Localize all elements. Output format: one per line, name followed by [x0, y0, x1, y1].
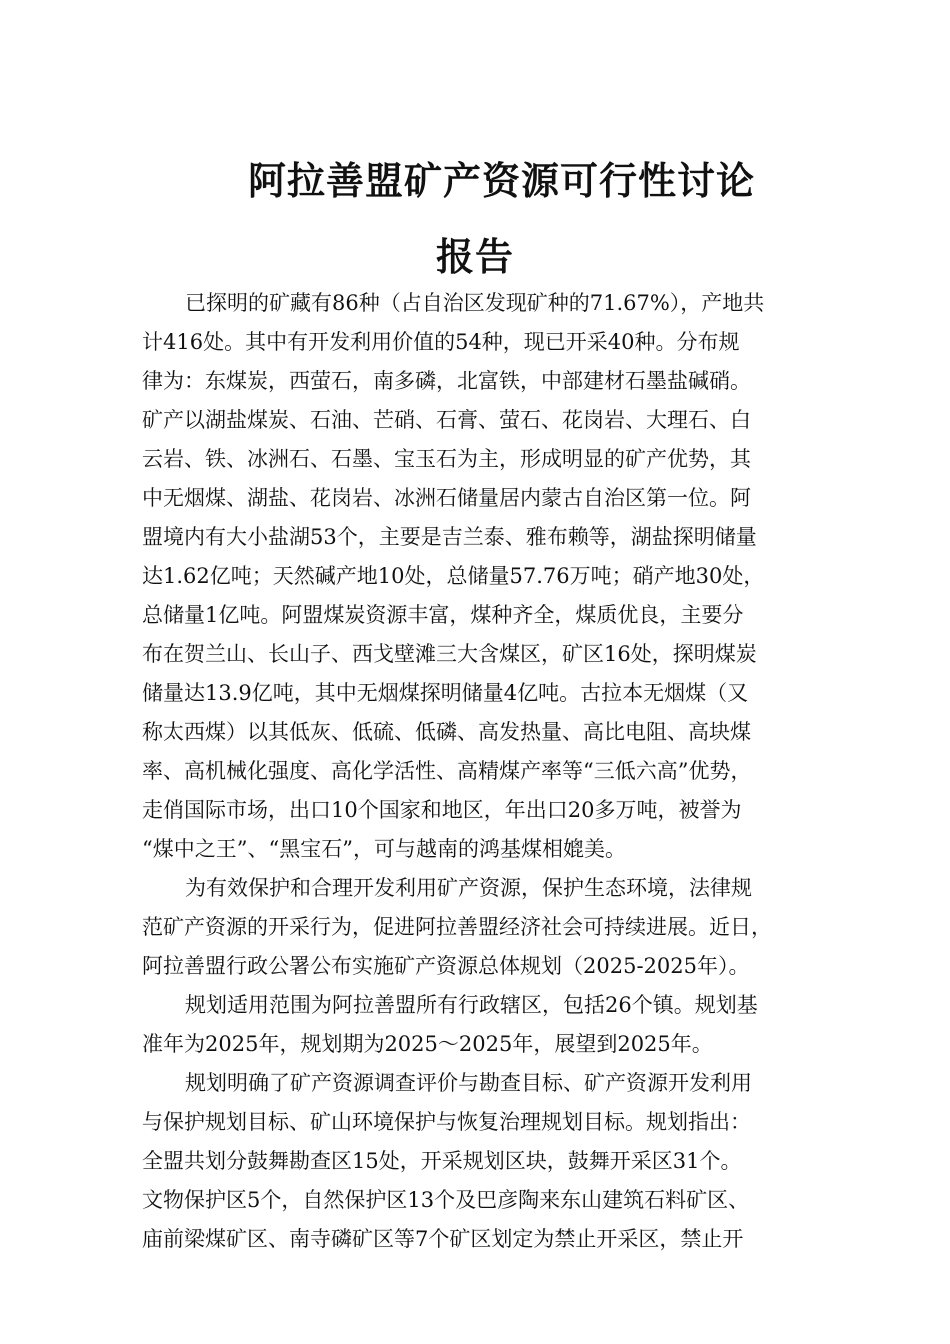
body-line: 中无烟煤、湖盐、花岗岩、冰洲石储量居内蒙古自治区第一位。阿 — [142, 486, 751, 510]
body-line: 总储量1亿吨。阿盟煤炭资源丰富，煤种齐全，煤质优良，主要分 — [142, 603, 744, 627]
body-line: 计416处。其中有开发利用价值的54种，现已开采40种。分布规 — [142, 330, 740, 354]
body-line: 达1.62亿吨；天然碱产地10处，总储量57.76万吨；硝产地30处， — [142, 564, 765, 588]
body-line: 已探明的矿藏有86种（占自治区发现矿种的71.67%），产地共 — [185, 291, 765, 315]
body-line: 律为：东煤炭，西萤石，南多磷，北富铁，中部建材石墨盐碱硝。 — [142, 369, 751, 393]
body-line: 准年为2025年，规划期为2025～2025年，展望到2025年。 — [142, 1032, 713, 1056]
body-line: 为有效保护和合理开发利用矿产资源，保护生态环境，法律规 — [185, 876, 752, 900]
body-line: 称太西煤）以其低灰、低硫、低磷、高发热量、高比电阻、高块煤 — [142, 720, 751, 744]
body-line: 走俏国际市场，出口10个国家和地区，年出口20多万吨，被誉为 — [142, 798, 742, 822]
body-line: 全盟共划分鼓舞勘查区15处，开采规划区块，鼓舞开采区31个。 — [142, 1149, 742, 1173]
body-line: 云岩、铁、冰洲石、石墨、宝玉石为主，形成明显的矿产优势，其 — [142, 447, 751, 471]
body-line: 文物保护区5个，自然保护区13个及巴彦陶来东山建筑石料矿区、 — [142, 1188, 750, 1212]
body-line: 率、高机械化强度、高化学活性、高精煤产率等“三低六高”优势， — [142, 759, 752, 783]
body-line: 矿产以湖盐煤炭、石油、芒硝、石膏、萤石、花岗岩、大理石、白 — [142, 408, 751, 432]
body-line: 庙前梁煤矿区、南寺磷矿区等7个矿区划定为禁止开采区，禁止开 — [142, 1227, 744, 1251]
body-line: 与保护规划目标、矿山环境保护与恢复治理规划目标。规划指出： — [142, 1110, 751, 1134]
body-line: 规划明确了矿产资源调查评价与勘查目标、矿产资源开发利用 — [185, 1071, 752, 1095]
body-line: 布在贺兰山、长山子、西戈壁滩三大含煤区，矿区16处，探明煤炭 — [142, 642, 757, 666]
body-line: 盟境内有大小盐湖53个，主要是吉兰泰、雅布赖等，湖盐探明储量 — [142, 525, 757, 549]
body-line: 规划适用范围为阿拉善盟所有行政辖区，包括26个镇。规划基 — [185, 993, 758, 1017]
document-title-continued: 报告 — [436, 235, 515, 279]
document-title: 阿拉善盟矿产资源可行性讨论 — [248, 159, 756, 203]
body-line: 范矿产资源的开采行为，促进阿拉善盟经济社会可持续进展。近日， — [142, 915, 772, 939]
body-line: 阿拉善盟行政公署公布实施矿产资源总体规划（2025-2025年）。 — [142, 954, 750, 978]
body-line: “煤中之王”、“黑宝石”，可与越南的鸿基煤相媲美。 — [142, 837, 626, 861]
body-line: 储量达13.9亿吨，其中无烟煤探明储量4亿吨。古拉本无烟煤（又 — [142, 681, 749, 705]
